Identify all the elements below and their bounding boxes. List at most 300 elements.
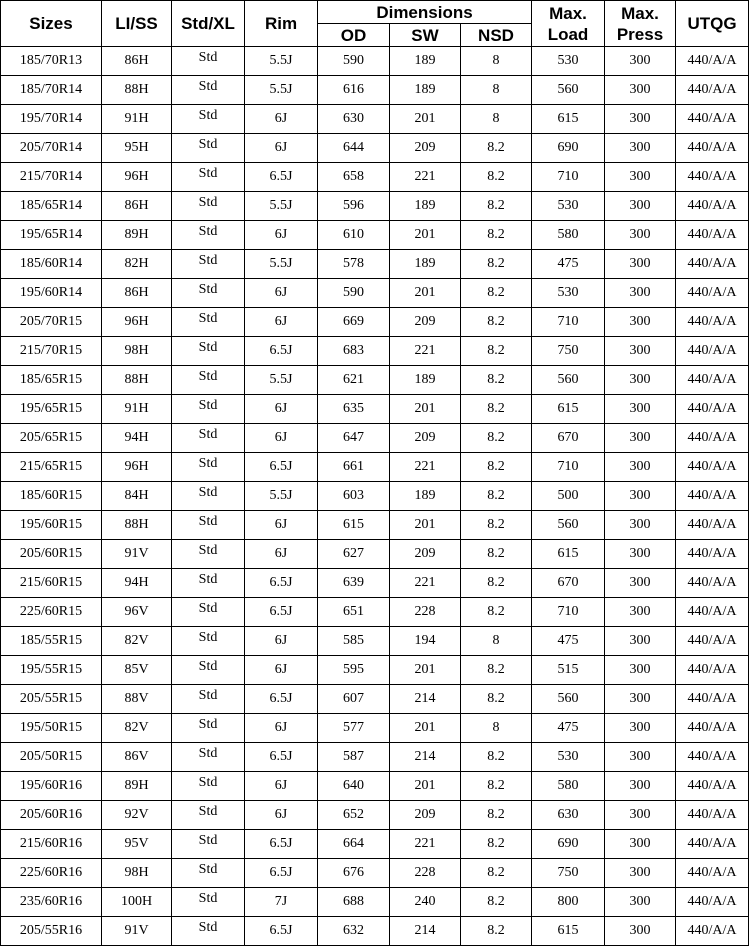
- cell-od: 587: [318, 743, 390, 772]
- cell-nsd: 8.2: [461, 656, 532, 685]
- cell-std-xl: Std: [172, 859, 245, 888]
- cell-sw: 201: [390, 221, 461, 250]
- cell-li-ss: 95V: [102, 830, 172, 859]
- table-row: [1, 337, 749, 366]
- cell-nsd: 8.2: [461, 569, 532, 598]
- cell-max-load: 615: [532, 395, 605, 424]
- cell-max-press: 300: [605, 772, 676, 801]
- cell-max-load: 690: [532, 134, 605, 163]
- cell-nsd: 8.2: [461, 859, 532, 888]
- cell-size: 195/65R15: [1, 395, 102, 424]
- cell-li-ss: 89H: [102, 772, 172, 801]
- cell-rim: 5.5J: [245, 366, 318, 395]
- cell-std-xl: Std: [172, 163, 245, 192]
- table-row: [1, 279, 749, 308]
- cell-sw: 221: [390, 337, 461, 366]
- cell-sw: 209: [390, 424, 461, 453]
- cell-utqg: 440/A/A: [676, 337, 749, 366]
- cell-std-xl: Std: [172, 250, 245, 279]
- cell-std-xl: Std: [172, 888, 245, 917]
- table-row: [1, 424, 749, 453]
- cell-max-press: 300: [605, 337, 676, 366]
- cell-utqg: 440/A/A: [676, 743, 749, 772]
- cell-sw: 189: [390, 76, 461, 105]
- cell-utqg: 440/A/A: [676, 424, 749, 453]
- cell-rim: 6.5J: [245, 685, 318, 714]
- cell-utqg: 440/A/A: [676, 366, 749, 395]
- table-row: [1, 714, 749, 743]
- table-row: [1, 656, 749, 685]
- cell-size: 205/55R16: [1, 917, 102, 946]
- cell-sw: 189: [390, 47, 461, 76]
- cell-rim: 6.5J: [245, 163, 318, 192]
- cell-sw: 201: [390, 714, 461, 743]
- cell-size: 215/60R15: [1, 569, 102, 598]
- cell-od: 664: [318, 830, 390, 859]
- table-row: [1, 163, 749, 192]
- table-row: [1, 366, 749, 395]
- cell-nsd: 8.2: [461, 482, 532, 511]
- cell-max-press: 300: [605, 569, 676, 598]
- cell-size: 185/55R15: [1, 627, 102, 656]
- cell-utqg: 440/A/A: [676, 685, 749, 714]
- header-max-press: Max. Press: [605, 1, 676, 47]
- table-row: [1, 685, 749, 714]
- cell-nsd: 8.2: [461, 192, 532, 221]
- table-row: [1, 308, 749, 337]
- cell-size: 195/55R15: [1, 656, 102, 685]
- header-od: OD: [318, 24, 390, 47]
- cell-li-ss: 100H: [102, 888, 172, 917]
- table-row: [1, 859, 749, 888]
- cell-max-press: 300: [605, 395, 676, 424]
- cell-rim: 6.5J: [245, 830, 318, 859]
- cell-sw: 214: [390, 743, 461, 772]
- table-row: [1, 511, 749, 540]
- cell-od: 632: [318, 917, 390, 946]
- cell-std-xl: Std: [172, 134, 245, 163]
- header-rim: Rim: [245, 1, 318, 47]
- cell-max-press: 300: [605, 134, 676, 163]
- cell-max-load: 475: [532, 714, 605, 743]
- table-header: [1, 1, 749, 47]
- cell-sw: 214: [390, 685, 461, 714]
- cell-utqg: 440/A/A: [676, 859, 749, 888]
- cell-std-xl: Std: [172, 308, 245, 337]
- table-row: [1, 76, 749, 105]
- cell-std-xl: Std: [172, 656, 245, 685]
- cell-max-load: 670: [532, 424, 605, 453]
- cell-rim: 6J: [245, 221, 318, 250]
- cell-nsd: 8.2: [461, 250, 532, 279]
- cell-sw: 189: [390, 482, 461, 511]
- cell-size: 195/50R15: [1, 714, 102, 743]
- cell-max-load: 515: [532, 656, 605, 685]
- cell-rim: 6.5J: [245, 598, 318, 627]
- cell-max-press: 300: [605, 714, 676, 743]
- cell-size: 215/70R15: [1, 337, 102, 366]
- cell-rim: 6J: [245, 656, 318, 685]
- cell-sw: 214: [390, 917, 461, 946]
- cell-sw: 221: [390, 163, 461, 192]
- cell-li-ss: 84H: [102, 482, 172, 511]
- cell-size: 205/50R15: [1, 743, 102, 772]
- cell-max-press: 300: [605, 279, 676, 308]
- table-row: [1, 569, 749, 598]
- cell-size: 205/70R14: [1, 134, 102, 163]
- cell-max-load: 530: [532, 743, 605, 772]
- cell-size: 205/60R15: [1, 540, 102, 569]
- cell-rim: 6.5J: [245, 453, 318, 482]
- cell-od: 652: [318, 801, 390, 830]
- cell-max-press: 300: [605, 482, 676, 511]
- cell-max-press: 300: [605, 250, 676, 279]
- header-nsd: NSD: [461, 24, 532, 47]
- cell-sw: 194: [390, 627, 461, 656]
- table-row: [1, 221, 749, 250]
- cell-od: 621: [318, 366, 390, 395]
- cell-rim: 5.5J: [245, 250, 318, 279]
- cell-max-press: 300: [605, 424, 676, 453]
- cell-sw: 201: [390, 395, 461, 424]
- table-row: [1, 395, 749, 424]
- cell-od: 577: [318, 714, 390, 743]
- table-row: [1, 105, 749, 134]
- cell-max-load: 710: [532, 453, 605, 482]
- cell-max-load: 475: [532, 627, 605, 656]
- cell-li-ss: 94H: [102, 569, 172, 598]
- cell-max-load: 615: [532, 917, 605, 946]
- cell-max-press: 300: [605, 76, 676, 105]
- cell-nsd: 8.2: [461, 685, 532, 714]
- cell-rim: 6J: [245, 772, 318, 801]
- cell-rim: 6.5J: [245, 859, 318, 888]
- cell-max-press: 300: [605, 627, 676, 656]
- cell-nsd: 8.2: [461, 163, 532, 192]
- cell-nsd: 8.2: [461, 308, 532, 337]
- cell-li-ss: 82H: [102, 250, 172, 279]
- cell-utqg: 440/A/A: [676, 134, 749, 163]
- cell-li-ss: 91H: [102, 105, 172, 134]
- cell-nsd: 8.2: [461, 743, 532, 772]
- header-std-xl: Std/XL: [172, 1, 245, 47]
- cell-std-xl: Std: [172, 540, 245, 569]
- cell-od: 635: [318, 395, 390, 424]
- cell-size: 185/65R14: [1, 192, 102, 221]
- cell-utqg: 440/A/A: [676, 221, 749, 250]
- cell-size: 195/60R14: [1, 279, 102, 308]
- cell-nsd: 8.2: [461, 279, 532, 308]
- cell-std-xl: Std: [172, 366, 245, 395]
- cell-max-load: 560: [532, 366, 605, 395]
- cell-max-load: 530: [532, 47, 605, 76]
- cell-size: 215/65R15: [1, 453, 102, 482]
- cell-rim: 6J: [245, 395, 318, 424]
- cell-li-ss: 96V: [102, 598, 172, 627]
- table-row: [1, 134, 749, 163]
- cell-nsd: 8: [461, 47, 532, 76]
- cell-od: 590: [318, 279, 390, 308]
- cell-size: 205/55R15: [1, 685, 102, 714]
- cell-max-load: 615: [532, 540, 605, 569]
- cell-li-ss: 89H: [102, 221, 172, 250]
- cell-size: 225/60R16: [1, 859, 102, 888]
- cell-od: 658: [318, 163, 390, 192]
- cell-std-xl: Std: [172, 76, 245, 105]
- cell-max-load: 710: [532, 163, 605, 192]
- cell-rim: 5.5J: [245, 76, 318, 105]
- cell-max-load: 560: [532, 76, 605, 105]
- cell-nsd: 8.2: [461, 830, 532, 859]
- cell-sw: 209: [390, 540, 461, 569]
- cell-sw: 209: [390, 801, 461, 830]
- cell-nsd: 8: [461, 105, 532, 134]
- cell-rim: 6J: [245, 105, 318, 134]
- cell-sw: 201: [390, 105, 461, 134]
- cell-sw: 189: [390, 250, 461, 279]
- header-dimensions: Dimensions: [318, 1, 532, 24]
- cell-rim: 7J: [245, 888, 318, 917]
- header-utqg: UTQG: [676, 1, 749, 47]
- cell-max-press: 300: [605, 105, 676, 134]
- cell-rim: 6.5J: [245, 569, 318, 598]
- cell-rim: 6.5J: [245, 743, 318, 772]
- cell-od: 627: [318, 540, 390, 569]
- cell-max-load: 580: [532, 221, 605, 250]
- table-row: [1, 743, 749, 772]
- cell-max-load: 710: [532, 598, 605, 627]
- cell-li-ss: 91V: [102, 540, 172, 569]
- cell-utqg: 440/A/A: [676, 453, 749, 482]
- cell-nsd: 8: [461, 627, 532, 656]
- cell-rim: 6.5J: [245, 917, 318, 946]
- cell-utqg: 440/A/A: [676, 627, 749, 656]
- cell-max-press: 300: [605, 656, 676, 685]
- cell-utqg: 440/A/A: [676, 540, 749, 569]
- cell-utqg: 440/A/A: [676, 76, 749, 105]
- cell-utqg: 440/A/A: [676, 830, 749, 859]
- cell-utqg: 440/A/A: [676, 105, 749, 134]
- cell-nsd: 8.2: [461, 772, 532, 801]
- cell-nsd: 8.2: [461, 801, 532, 830]
- cell-li-ss: 86H: [102, 192, 172, 221]
- header-sizes: Sizes: [1, 1, 102, 47]
- cell-nsd: 8: [461, 76, 532, 105]
- cell-od: 651: [318, 598, 390, 627]
- cell-rim: 6J: [245, 279, 318, 308]
- cell-od: 661: [318, 453, 390, 482]
- cell-max-load: 475: [532, 250, 605, 279]
- table-row: [1, 627, 749, 656]
- cell-std-xl: Std: [172, 192, 245, 221]
- cell-od: 603: [318, 482, 390, 511]
- cell-size: 195/60R15: [1, 511, 102, 540]
- cell-utqg: 440/A/A: [676, 714, 749, 743]
- cell-std-xl: Std: [172, 105, 245, 134]
- cell-nsd: 8.2: [461, 540, 532, 569]
- cell-sw: 221: [390, 453, 461, 482]
- table-row: [1, 830, 749, 859]
- cell-li-ss: 88V: [102, 685, 172, 714]
- cell-li-ss: 88H: [102, 76, 172, 105]
- cell-max-load: 615: [532, 105, 605, 134]
- header-sw: SW: [390, 24, 461, 47]
- cell-max-load: 530: [532, 192, 605, 221]
- cell-utqg: 440/A/A: [676, 395, 749, 424]
- table-row: [1, 917, 749, 946]
- cell-utqg: 440/A/A: [676, 47, 749, 76]
- cell-max-load: 500: [532, 482, 605, 511]
- cell-max-press: 300: [605, 453, 676, 482]
- cell-sw: 209: [390, 308, 461, 337]
- cell-max-press: 300: [605, 47, 676, 76]
- cell-sw: 240: [390, 888, 461, 917]
- cell-max-load: 670: [532, 569, 605, 598]
- cell-std-xl: Std: [172, 569, 245, 598]
- cell-li-ss: 96H: [102, 308, 172, 337]
- cell-utqg: 440/A/A: [676, 801, 749, 830]
- cell-nsd: 8.2: [461, 917, 532, 946]
- cell-utqg: 440/A/A: [676, 598, 749, 627]
- cell-od: 639: [318, 569, 390, 598]
- cell-li-ss: 95H: [102, 134, 172, 163]
- cell-size: 185/70R13: [1, 47, 102, 76]
- cell-od: 647: [318, 424, 390, 453]
- cell-sw: 228: [390, 598, 461, 627]
- cell-std-xl: Std: [172, 221, 245, 250]
- table-row: [1, 482, 749, 511]
- cell-rim: 6J: [245, 801, 318, 830]
- cell-max-load: 560: [532, 511, 605, 540]
- cell-li-ss: 98H: [102, 337, 172, 366]
- cell-size: 185/70R14: [1, 76, 102, 105]
- cell-size: 185/60R15: [1, 482, 102, 511]
- cell-od: 607: [318, 685, 390, 714]
- cell-max-load: 560: [532, 685, 605, 714]
- cell-od: 669: [318, 308, 390, 337]
- cell-size: 185/60R14: [1, 250, 102, 279]
- cell-max-press: 300: [605, 743, 676, 772]
- cell-sw: 221: [390, 569, 461, 598]
- cell-max-load: 710: [532, 308, 605, 337]
- cell-std-xl: Std: [172, 598, 245, 627]
- cell-max-press: 300: [605, 888, 676, 917]
- cell-nsd: 8: [461, 714, 532, 743]
- cell-od: 644: [318, 134, 390, 163]
- cell-max-press: 300: [605, 221, 676, 250]
- cell-size: 195/60R16: [1, 772, 102, 801]
- cell-utqg: 440/A/A: [676, 569, 749, 598]
- cell-nsd: 8.2: [461, 221, 532, 250]
- cell-utqg: 440/A/A: [676, 250, 749, 279]
- table-body: [1, 47, 749, 946]
- cell-max-press: 300: [605, 192, 676, 221]
- cell-std-xl: Std: [172, 714, 245, 743]
- cell-nsd: 8.2: [461, 511, 532, 540]
- cell-utqg: 440/A/A: [676, 772, 749, 801]
- cell-max-press: 300: [605, 308, 676, 337]
- cell-max-press: 300: [605, 859, 676, 888]
- cell-std-xl: Std: [172, 772, 245, 801]
- cell-rim: 5.5J: [245, 47, 318, 76]
- cell-rim: 6J: [245, 627, 318, 656]
- cell-nsd: 8.2: [461, 424, 532, 453]
- cell-nsd: 8.2: [461, 888, 532, 917]
- cell-od: 595: [318, 656, 390, 685]
- cell-utqg: 440/A/A: [676, 308, 749, 337]
- cell-od: 616: [318, 76, 390, 105]
- cell-max-load: 530: [532, 279, 605, 308]
- cell-max-load: 750: [532, 859, 605, 888]
- cell-size: 195/65R14: [1, 221, 102, 250]
- cell-utqg: 440/A/A: [676, 482, 749, 511]
- cell-max-press: 300: [605, 366, 676, 395]
- header-max-load: Max. Load: [532, 1, 605, 47]
- cell-std-xl: Std: [172, 743, 245, 772]
- cell-li-ss: 86V: [102, 743, 172, 772]
- cell-std-xl: Std: [172, 511, 245, 540]
- cell-size: 205/60R16: [1, 801, 102, 830]
- cell-rim: 6J: [245, 714, 318, 743]
- cell-max-press: 300: [605, 598, 676, 627]
- cell-li-ss: 86H: [102, 279, 172, 308]
- cell-size: 195/70R14: [1, 105, 102, 134]
- cell-utqg: 440/A/A: [676, 917, 749, 946]
- table-row: [1, 192, 749, 221]
- cell-rim: 5.5J: [245, 192, 318, 221]
- cell-od: 683: [318, 337, 390, 366]
- table-row: [1, 453, 749, 482]
- cell-li-ss: 82V: [102, 714, 172, 743]
- cell-std-xl: Std: [172, 47, 245, 76]
- cell-std-xl: Std: [172, 627, 245, 656]
- cell-rim: 6J: [245, 308, 318, 337]
- cell-size: 215/60R16: [1, 830, 102, 859]
- cell-sw: 201: [390, 511, 461, 540]
- cell-std-xl: Std: [172, 482, 245, 511]
- cell-std-xl: Std: [172, 801, 245, 830]
- cell-nsd: 8.2: [461, 134, 532, 163]
- table-row: [1, 250, 749, 279]
- cell-li-ss: 98H: [102, 859, 172, 888]
- cell-std-xl: Std: [172, 279, 245, 308]
- cell-sw: 201: [390, 772, 461, 801]
- cell-rim: 6J: [245, 540, 318, 569]
- cell-utqg: 440/A/A: [676, 279, 749, 308]
- cell-max-load: 690: [532, 830, 605, 859]
- cell-od: 630: [318, 105, 390, 134]
- cell-li-ss: 96H: [102, 453, 172, 482]
- cell-sw: 209: [390, 134, 461, 163]
- cell-od: 610: [318, 221, 390, 250]
- cell-max-press: 300: [605, 917, 676, 946]
- cell-od: 615: [318, 511, 390, 540]
- cell-nsd: 8.2: [461, 453, 532, 482]
- cell-nsd: 8.2: [461, 395, 532, 424]
- cell-max-load: 580: [532, 772, 605, 801]
- cell-li-ss: 96H: [102, 163, 172, 192]
- cell-utqg: 440/A/A: [676, 656, 749, 685]
- cell-sw: 189: [390, 192, 461, 221]
- cell-li-ss: 91H: [102, 395, 172, 424]
- cell-sw: 189: [390, 366, 461, 395]
- cell-od: 585: [318, 627, 390, 656]
- cell-od: 688: [318, 888, 390, 917]
- cell-li-ss: 88H: [102, 511, 172, 540]
- cell-od: 590: [318, 47, 390, 76]
- cell-nsd: 8.2: [461, 598, 532, 627]
- cell-size: 185/65R15: [1, 366, 102, 395]
